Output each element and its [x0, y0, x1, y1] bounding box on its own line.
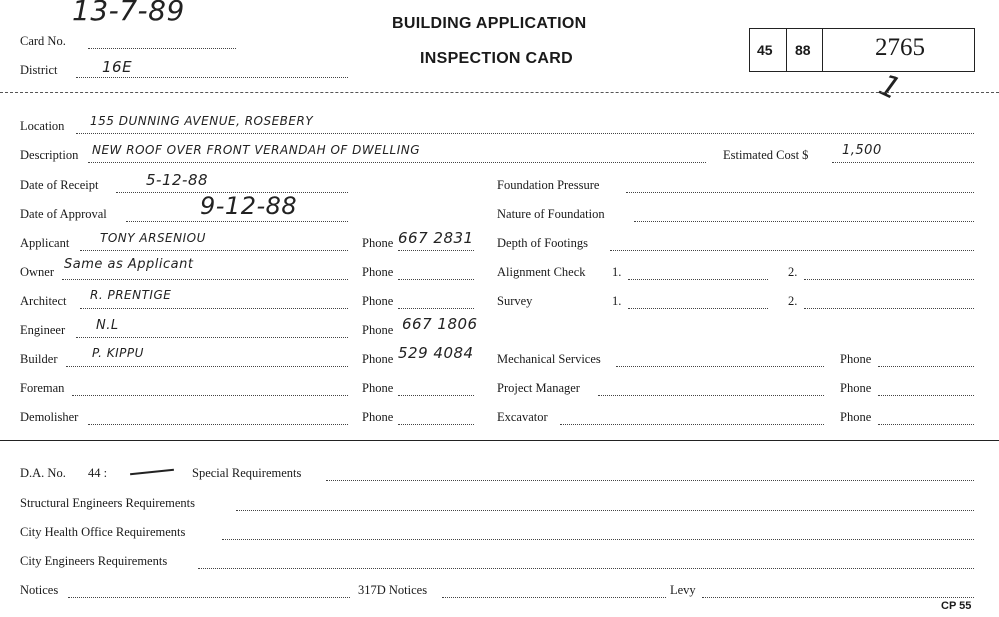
date-receipt-label: Date of Receipt: [20, 178, 99, 192]
header-divider: [0, 92, 999, 93]
applicant-value: TONY ARSENIOU: [100, 231, 206, 245]
project-manager-field[interactable]: [598, 395, 824, 396]
demolisher-label: Demolisher: [20, 410, 79, 424]
da-no-handwritten-dash: [130, 469, 174, 476]
survey-2-field[interactable]: [804, 308, 974, 309]
levy-label: Levy: [670, 583, 696, 597]
district-label: District: [20, 63, 58, 77]
excavator-field[interactable]: [560, 424, 824, 425]
foundation-pressure-label: Foundation Pressure: [497, 178, 600, 192]
box-year: 88: [795, 42, 811, 58]
builder-phone-value: 529 4084: [398, 344, 474, 362]
survey-1-field[interactable]: [628, 308, 768, 309]
architect-label: Architect: [20, 294, 67, 308]
owner-value: Same as Applicant: [64, 257, 194, 272]
handwritten-date: 13-7-89: [72, 0, 185, 27]
nature-foundation-label: Nature of Foundation: [497, 207, 605, 221]
mechanical-services-field[interactable]: [616, 366, 824, 367]
demolisher-phone-label: Phone: [362, 410, 394, 424]
nature-foundation-field[interactable]: [634, 221, 974, 222]
excavator-label: Excavator: [497, 410, 548, 424]
card-no-field[interactable]: [88, 48, 236, 49]
box-divider-2: [822, 29, 823, 71]
city-engineers-field[interactable]: [198, 568, 974, 569]
project-manager-phone-label: Phone: [840, 381, 872, 395]
district-value: 16E: [102, 58, 133, 76]
box-number: 2765: [875, 34, 925, 61]
owner-label: Owner: [20, 265, 55, 279]
description-field[interactable]: [88, 162, 706, 163]
engineer-value: N.L: [96, 318, 119, 333]
title-building-application: BUILDING APPLICATION: [392, 15, 587, 32]
builder-phone-label: Phone: [362, 352, 394, 366]
da-no-value: 44 :: [88, 466, 108, 480]
foreman-field[interactable]: [72, 395, 348, 396]
survey-2-label: 2.: [788, 294, 798, 308]
builder-field[interactable]: [66, 366, 348, 367]
foundation-pressure-field[interactable]: [626, 192, 974, 193]
demolisher-field[interactable]: [88, 424, 348, 425]
notices-317d-label: 317D Notices: [358, 583, 428, 597]
owner-phone-label: Phone: [362, 265, 394, 279]
architect-field[interactable]: [80, 308, 348, 309]
district-field[interactable]: [76, 77, 348, 78]
location-field[interactable]: [76, 133, 974, 134]
architect-value: R. PRENTIGE: [90, 288, 172, 302]
project-manager-phone-field[interactable]: [878, 395, 974, 396]
depth-footings-field[interactable]: [610, 250, 974, 251]
applicant-phone-label: Phone: [362, 236, 394, 250]
special-requirements-label: Special Requirements: [192, 466, 302, 480]
notices-field[interactable]: [68, 597, 350, 598]
reference-box: [749, 28, 975, 72]
special-requirements-field[interactable]: [326, 480, 974, 481]
survey-1-label: 1.: [612, 294, 622, 308]
structural-engineers-field[interactable]: [236, 510, 974, 511]
foreman-phone-label: Phone: [362, 381, 394, 395]
engineer-phone-label: Phone: [362, 323, 394, 337]
applicant-field[interactable]: [80, 250, 348, 251]
city-health-field[interactable]: [222, 539, 974, 540]
architect-phone-field[interactable]: [398, 308, 474, 309]
box-year-prefix: 45: [757, 42, 773, 58]
estimated-cost-label: Estimated Cost $: [723, 148, 809, 162]
applicant-label: Applicant: [20, 236, 70, 250]
alignment-check-1-label: 1.: [612, 265, 622, 279]
engineer-label: Engineer: [20, 323, 66, 337]
excavator-phone-label: Phone: [840, 410, 872, 424]
notices-label: Notices: [20, 583, 59, 597]
description-value: NEW ROOF OVER FRONT VERANDAH OF DWELLING: [92, 143, 421, 157]
applicant-phone-field[interactable]: [398, 250, 474, 251]
owner-field[interactable]: [62, 279, 348, 280]
engineer-phone-value: 667 1806: [402, 315, 478, 333]
foreman-label: Foreman: [20, 381, 65, 395]
alignment-check-2-field[interactable]: [804, 279, 974, 280]
excavator-phone-field[interactable]: [878, 424, 974, 425]
structural-engineers-label: Structural Engineers Requirements: [20, 496, 195, 510]
box-handwritten-mark: 1: [873, 67, 907, 108]
applicant-phone-value: 667 2831: [398, 229, 474, 247]
estimated-cost-field[interactable]: [832, 162, 974, 163]
location-value: 155 DUNNING AVENUE, ROSEBERY: [90, 114, 314, 128]
demolisher-phone-field[interactable]: [398, 424, 474, 425]
location-label: Location: [20, 119, 65, 133]
mechanical-phone-label: Phone: [840, 352, 872, 366]
builder-value: P. KIPPU: [92, 346, 144, 360]
foreman-phone-field[interactable]: [398, 395, 474, 396]
project-manager-label: Project Manager: [497, 381, 580, 395]
engineer-field[interactable]: [76, 337, 348, 338]
architect-phone-label: Phone: [362, 294, 394, 308]
box-divider-1: [786, 29, 787, 71]
alignment-check-label: Alignment Check: [497, 265, 586, 279]
depth-footings-label: Depth of Footings: [497, 236, 588, 250]
builder-label: Builder: [20, 352, 58, 366]
date-approval-value: 9-12-88: [200, 192, 298, 220]
card-no-label: Card No.: [20, 34, 66, 48]
city-health-label: City Health Office Requirements: [20, 525, 186, 539]
description-label: Description: [20, 148, 79, 162]
survey-label: Survey: [497, 294, 533, 308]
section-divider: [0, 440, 999, 441]
mechanical-phone-field[interactable]: [878, 366, 974, 367]
date-approval-label: Date of Approval: [20, 207, 107, 221]
mechanical-services-label: Mechanical Services: [497, 352, 601, 366]
date-receipt-value: 5-12-88: [146, 171, 209, 189]
alignment-check-1-field[interactable]: [628, 279, 768, 280]
alignment-check-2-label: 2.: [788, 265, 798, 279]
estimated-cost-value: 1,500: [842, 143, 882, 158]
notices-317d-field[interactable]: [442, 597, 666, 598]
levy-field[interactable]: [702, 597, 974, 598]
city-engineers-label: City Engineers Requirements: [20, 554, 168, 568]
title-inspection-card: INSPECTION CARD: [420, 50, 573, 67]
da-no-label: D.A. No.: [20, 466, 66, 480]
form-code: CP 55: [941, 600, 972, 612]
date-approval-field[interactable]: [126, 221, 348, 222]
owner-phone-field[interactable]: [398, 279, 474, 280]
